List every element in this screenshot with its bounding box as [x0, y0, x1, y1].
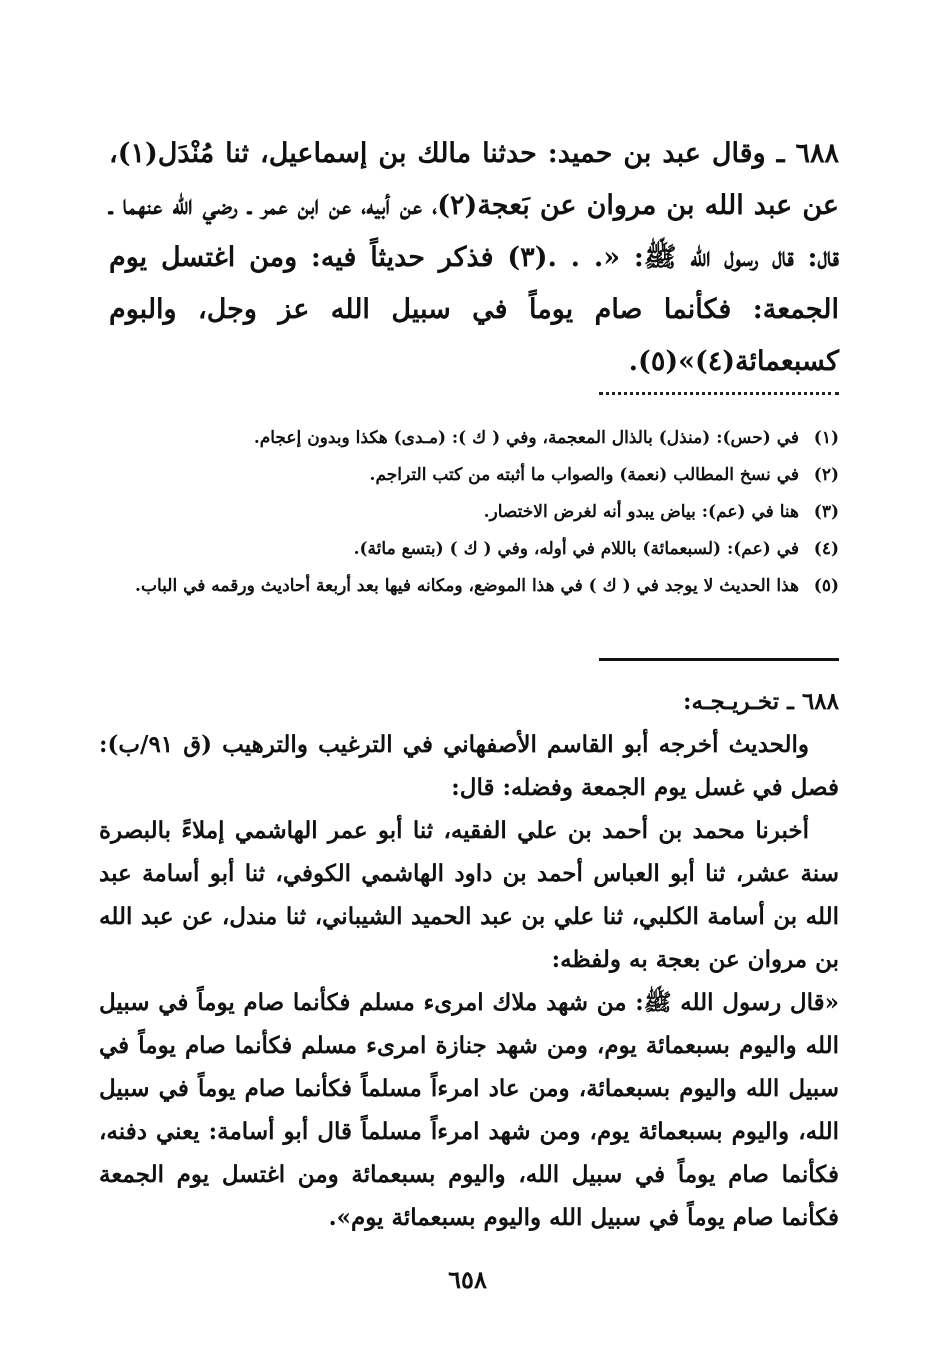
footnote-item: [94, 457, 839, 494]
footnote-text: هنا في (عم): بياض يبدو أنه لغرض الاختصار.: [483, 502, 799, 522]
takhrij-heading: ٦٨٨ ـ تخـريـجـه:: [682, 688, 839, 715]
page-number: ٦٥٨: [448, 1265, 487, 1294]
footnote-dotted-separator: [599, 392, 839, 395]
footnote-number: (٥): [813, 576, 839, 596]
footnote-item: [94, 420, 839, 457]
footnote-item: [94, 494, 839, 531]
footnote-text: في (عم): (لسبعمائة) باللام في أوله، وفي ( ك ) (بتسع مائة).: [353, 539, 799, 559]
takhrij-section: [99, 680, 839, 1239]
takhrij-paragraph: «قال رسول الله ﷺ: من شهد ملاك امرىء مسلم فكأنما صام يوماً في سبيل الله واليوم بسبعمائة يوم، ومن شهد جنازة امرىء مسلم فكأنما صام يوماً في سبيل الله واليوم بسبعمائة، ومن عاد امرءاً مسلماً فكأنما صام يوماً في سبيل الله، واليوم بسبعمائة يوم، ومن شهد امرءاً مسلماً قال أبو أسامة: يعني دفنه، فكأنما صام يوماً في سبيل الله، واليوم بسبعمائة ومن اغتسل يوم الجمعة فكأنما صام يوماً في سبيل الله واليوم بسبعمائة يوم».: [99, 989, 839, 1231]
footnote-number: (٤): [813, 539, 839, 559]
footnote-text: في نسخ المطالب (نعمة) والصواب ما أثبته من كتب التراجم.: [369, 465, 799, 485]
footnote-number: (٣): [813, 502, 839, 522]
footnote-item: [94, 568, 839, 605]
takhrij-paragraph: والحديث أخرجه أبو القاسم الأصفهاني في الترغيب والترهيب (ق ٩١/ب): فصل في غسل يوم الجمعة وفضله: قال:: [99, 731, 839, 801]
footnotes-list: [94, 420, 839, 605]
footnote-number: (١): [813, 428, 839, 448]
footnote-text: في (حس): (منذل) بالذال المعجمة، وفي ( ك ): (مـدى) هكذا وبدون إعجام.: [253, 428, 799, 448]
footnote-item: [94, 531, 839, 568]
takhrij-paragraph: أخبرنا محمد بن أحمد بن علي الفقيه، ثنا أبو عمر الهاشمي إملاءً بالبصرة سنة عشر، ثنا أبو العباس أحمد بن داود الهاشمي الكوفي، ثنا أبو أسامة عبد الله بن أسامة الكلبي، ثنا علي بن عبد الحميد الشيباني، ثنا مندل، عن عبد الله بن مروان عن بعجة به ولفظه:: [99, 817, 839, 973]
footnote-number: (٢): [813, 465, 839, 485]
section-separator-line: [599, 658, 839, 661]
footnote-text: هذا الحديث لا يوجد في ( ك ) في هذا الموضع، ومكانه فيها بعد أربعة أحاديث ورقمه في الباب.: [135, 576, 799, 596]
hadith-main-text: ٦٨٨ ـ وقال عبد بن حميد: حدثنا مالك بن إسماعيل، ثنا مُنْدَل(١)، عن عبد الله بن مروان عن بَعجة(٢)، عن أبيه، عن ابن عمر ـ رضي الله عنهما ـ قال: قال رسول الله ﷺ: «. . .(٣) فذكر حديثاً فيه: ومن اغتسل يوم الجمعة: فكأنما صام يوماً في سبيل الله عز وجل، والبوم كسبعمائة(٤)»(٥).: [109, 138, 839, 377]
